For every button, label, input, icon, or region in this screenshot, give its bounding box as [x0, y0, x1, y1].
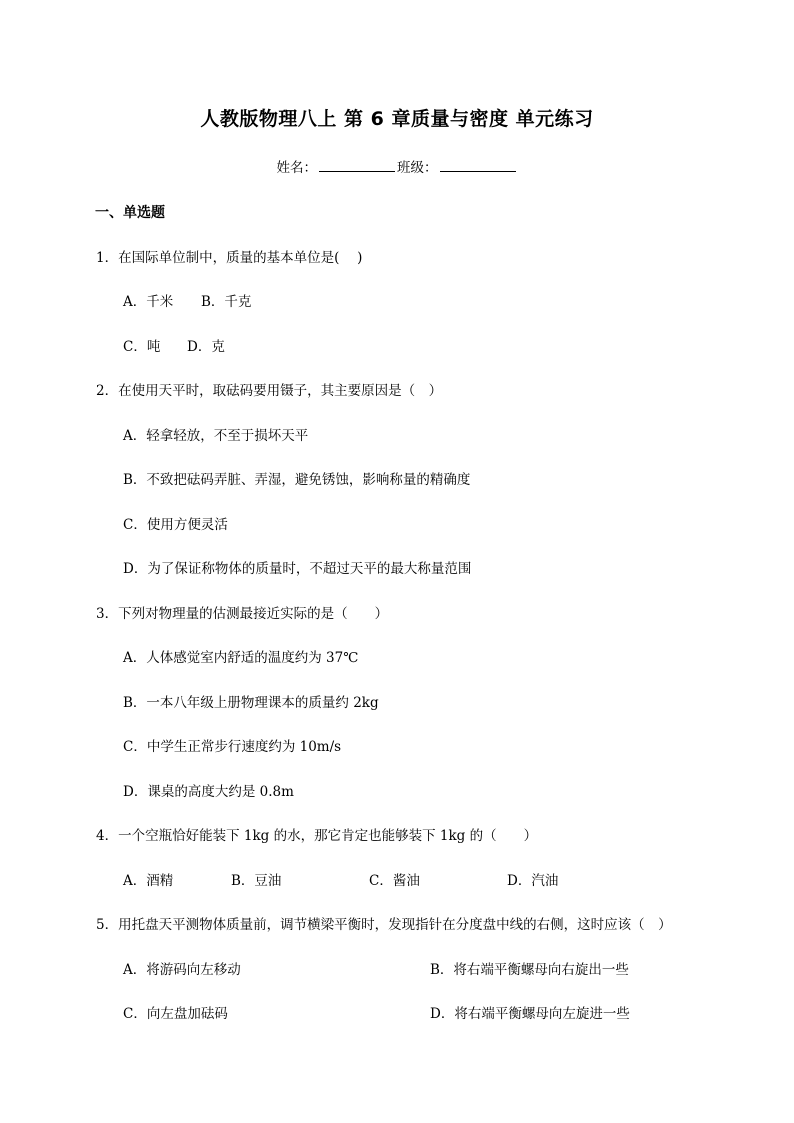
section-title: 一、单选题: [95, 205, 165, 221]
question-5-option-d[interactable]: D．将右端平衡螺母向左旋进一些: [430, 1006, 630, 1022]
class-label: 班级：: [397, 160, 438, 176]
question-1-option-d[interactable]: D．克: [187, 339, 225, 355]
name-label: 姓名：: [276, 160, 317, 176]
question-2-option-b[interactable]: B．不致把砝码弄脏、弄湿，避免锈蚀，影响称量的精确度: [123, 472, 471, 488]
question-4-option-b[interactable]: B．豆油: [231, 873, 282, 889]
question-1-option-a[interactable]: A．千米: [123, 294, 174, 310]
question-4-option-a[interactable]: A．酒精: [123, 873, 174, 889]
question-5-option-a[interactable]: A．将游码向左移动: [123, 962, 241, 978]
student-info: [0, 156, 794, 176]
question-2-option-a[interactable]: A．轻拿轻放，不至于损坏天平: [123, 428, 309, 444]
question-1-options-row-2: [123, 335, 225, 355]
question-2-option-c[interactable]: C．使用方便灵活: [123, 517, 228, 533]
question-4-options-row: [123, 869, 558, 889]
question-5-stem: 5．用托盘天平测物体质量前，调节横梁平衡时，发现指针在分度盘中线的右侧，这时应该（ ）: [96, 917, 672, 933]
document-title: 人教版物理八上 第 6 章质量与密度 单元练习: [200, 108, 594, 130]
question-3-option-c[interactable]: C．中学生正常步行速度约为 10m/s: [123, 739, 342, 755]
class-blank[interactable]: [440, 159, 516, 172]
question-1-option-b[interactable]: B．千克: [201, 294, 252, 310]
question-3-option-a[interactable]: A．人体感觉室内舒适的温度约为 37℃: [123, 650, 359, 666]
question-3-option-b[interactable]: B．一本八年级上册物理课本的质量约 2kg: [123, 695, 379, 711]
question-1-stem: 1．在国际单位制中，质量的基本单位是( ): [96, 250, 363, 266]
question-2-stem: 2．在使用天平时，取砝码要用镊子，其主要原因是（ ）: [96, 383, 443, 399]
question-1-option-c[interactable]: C．吨: [123, 339, 161, 355]
name-blank[interactable]: [319, 159, 395, 172]
question-1-options-row-1: [123, 290, 251, 310]
question-3-option-d[interactable]: D．课桌的高度大约是 0.8m: [123, 784, 294, 800]
question-2-option-d[interactable]: D．为了保证称物体的质量时，不超过天平的最大称量范围: [123, 561, 472, 577]
question-5-option-c[interactable]: C．向左盘加砝码: [123, 1006, 228, 1022]
question-4-stem: 4．一个空瓶恰好能装下 1kg 的水，那它肯定也能够装下 1kg 的（ ）: [96, 828, 538, 844]
question-3-stem: 3．下列对物理量的估测最接近实际的是（ ）: [96, 606, 389, 622]
question-4-option-c[interactable]: C．酱油: [369, 873, 420, 889]
question-5-option-b[interactable]: B．将右端平衡螺母向右旋出一些: [430, 962, 629, 978]
question-4-option-d[interactable]: D．汽油: [507, 873, 559, 889]
